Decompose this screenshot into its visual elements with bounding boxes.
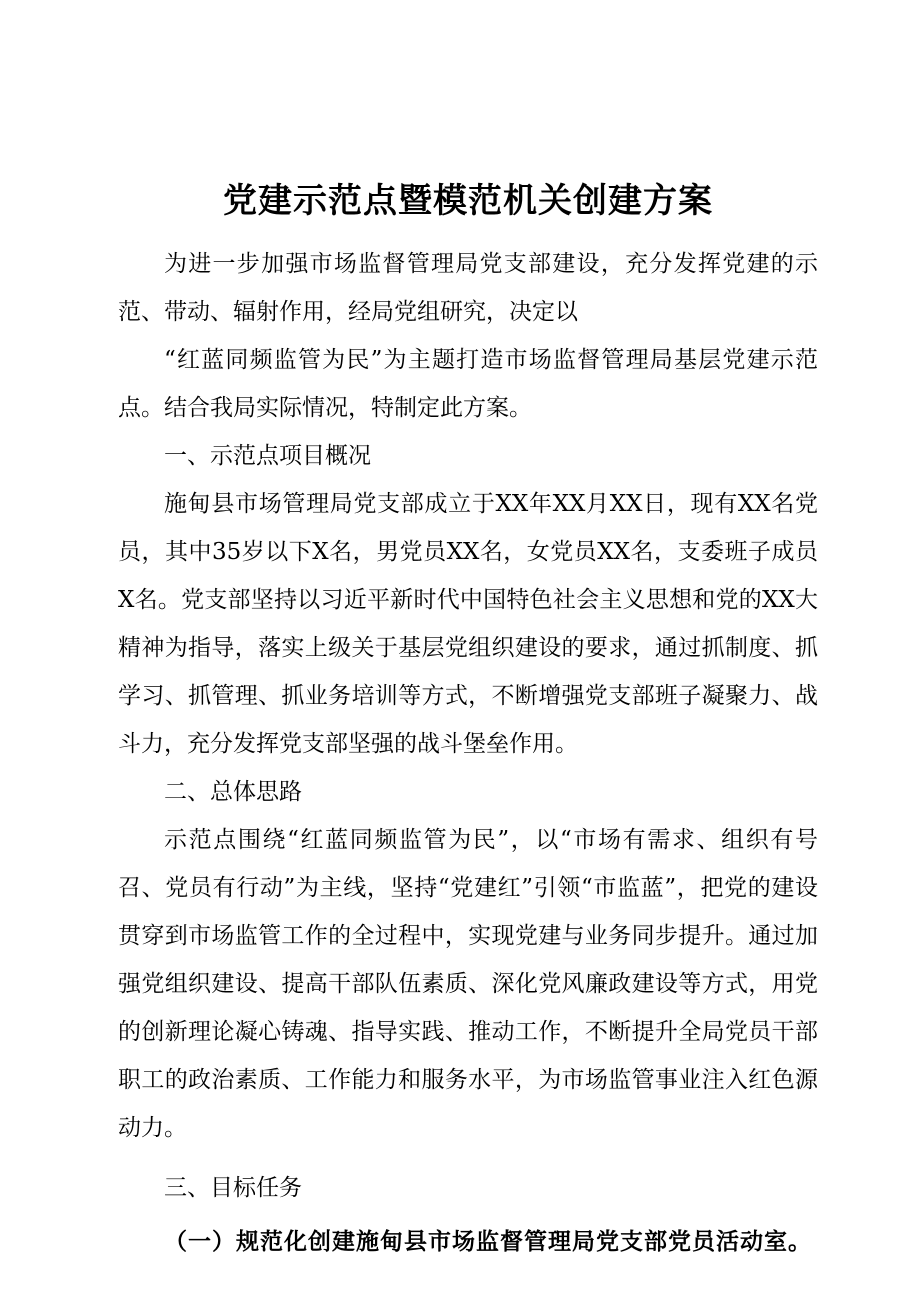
section-heading-overview: 一、示范点项目概况 [164,443,371,469]
section-heading-approach: 二、总体思路 [164,779,302,805]
intro-paragraph-continued: “红蓝同频监管为民”为主题打造市场监督管理局基层党建示范点。结合我局实际情况，特制定此方案。 [118,347,818,421]
intro-paragraph: 为进一步加强市场监督管理局党支部建设，充分发挥党建的示范、带动、辐射作用，经局党组研究，决定以 [118,251,818,325]
section-heading-tasks: 三、目标任务 [164,1175,302,1201]
subsection-heading-activity-room: （一）规范化创建施甸县市场监督管理局党支部党员活动室。 [164,1228,812,1255]
section-body-approach: 示范点围绕“红蓝同频监管为民”，以“市场有需求、组织有号召、党员有行动”为主线，坚持“党建红”引领“市监蓝”，把党的建设贯穿到市场监管工作的全过程中，实现党建与业务同步提升。通过加强党组织建设、提高干部队伍素质、深化党风廉政建设等方式，用党的创新理论凝心铸魂、指导实践、推动工作，不断提升全局党员干部职工的政治素质、工作能力和服务水平，为市场监管事业注入红色源动力。 [118,827,818,1141]
section-body-overview: 施甸县市场管理局党支部成立于XX年XX月XX日，现有XX名党员，其中35岁以下X名，男党员XX名，女党员XX名，支委班子成员X名。党支部坚持以习近平新时代中国特色社会主义思想和党的XX大精神为指导，落实上级关于基层党组织建设的要求，通过抓制度、抓学习、抓管理、抓业务培训等方式，不断增强党支部班子凝聚力、战斗力，充分发挥党支部坚强的战斗堡垒作用。 [118,491,818,757]
document-page [118,170,818,1266]
document-title: 党建示范点暨模范机关创建方案 [223,181,713,221]
